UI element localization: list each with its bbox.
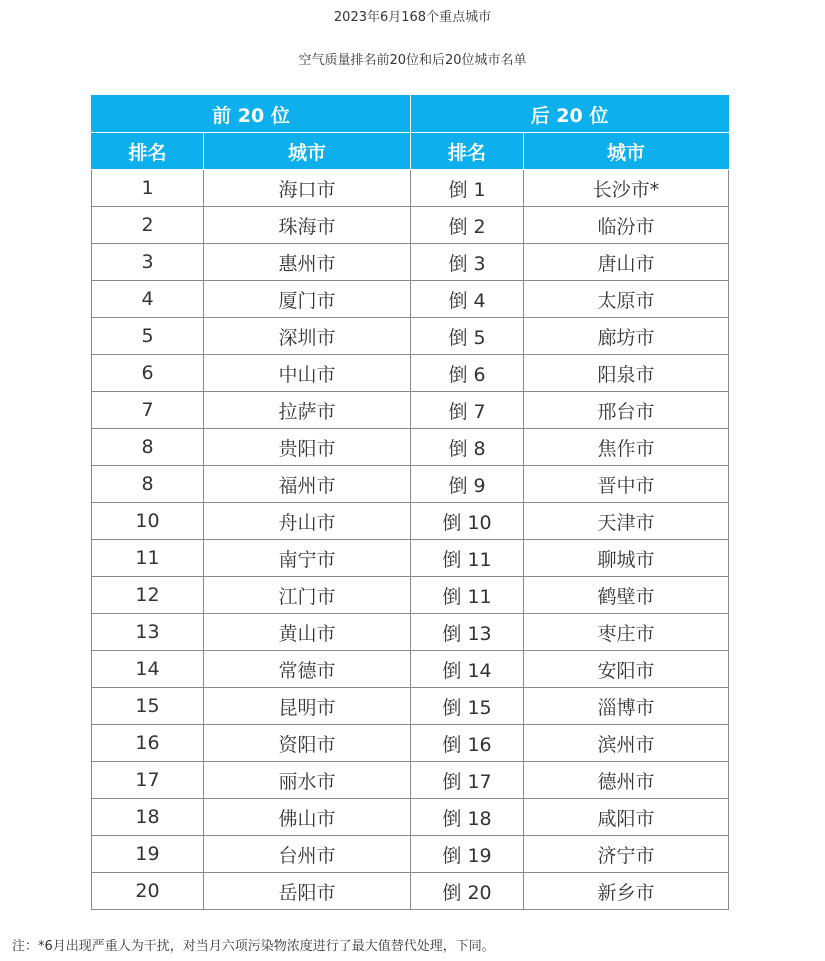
city-cell: 咸阳市 — [524, 799, 729, 836]
reverse-rank-cell: 倒 3 — [411, 244, 524, 281]
city-cell: 滨州市 — [524, 725, 729, 762]
reverse-rank-cell: 倒 20 — [411, 873, 524, 910]
table-row — [92, 503, 729, 540]
city-cell: 廊坊市 — [524, 318, 729, 355]
reverse-rank-cell: 倒 6 — [411, 355, 524, 392]
rank-cell: 10 — [92, 503, 204, 540]
column-header-rank: 排名 — [411, 133, 524, 170]
rank-cell: 8 — [92, 466, 204, 503]
rank-cell: 7 — [92, 392, 204, 429]
table-row — [92, 244, 729, 281]
city-cell: 淄博市 — [524, 688, 729, 725]
reverse-rank-cell: 倒 16 — [411, 725, 524, 762]
city-cell: 台州市 — [204, 836, 411, 873]
table-row — [92, 466, 729, 503]
reverse-rank-cell: 倒 4 — [411, 281, 524, 318]
city-cell: 黄山市 — [204, 614, 411, 651]
city-cell: 阳泉市 — [524, 355, 729, 392]
group-header-row — [92, 96, 729, 133]
table-row — [92, 577, 729, 614]
table-row — [92, 540, 729, 577]
table-row — [92, 836, 729, 873]
city-cell: 天津市 — [524, 503, 729, 540]
reverse-rank-cell: 倒 7 — [411, 392, 524, 429]
table-row — [92, 651, 729, 688]
city-cell: 新乡市 — [524, 873, 729, 910]
city-cell: 海口市 — [204, 170, 411, 207]
table-header — [92, 96, 729, 170]
city-cell: 临汾市 — [524, 207, 729, 244]
column-header-city: 城市 — [204, 133, 411, 170]
city-cell: 岳阳市 — [204, 873, 411, 910]
rank-cell: 17 — [92, 762, 204, 799]
table-row — [92, 762, 729, 799]
city-cell: 丽水市 — [204, 762, 411, 799]
group-header-top20: 前 20 位 — [92, 96, 411, 133]
city-cell: 晋中市 — [524, 466, 729, 503]
table-row — [92, 614, 729, 651]
ranking-table — [91, 95, 729, 910]
table-row — [92, 170, 729, 207]
table-row — [92, 392, 729, 429]
reverse-rank-cell: 倒 17 — [411, 762, 524, 799]
column-header-city: 城市 — [524, 133, 729, 170]
rank-cell: 15 — [92, 688, 204, 725]
reverse-rank-cell: 倒 10 — [411, 503, 524, 540]
city-cell: 惠州市 — [204, 244, 411, 281]
table-row — [92, 799, 729, 836]
reverse-rank-cell: 倒 14 — [411, 651, 524, 688]
city-cell: 唐山市 — [524, 244, 729, 281]
footnote: 注：*6月出现严重人为干扰，对当月六项污染物浓度进行了最大值替代处理，下同。 — [12, 939, 495, 954]
table-body — [92, 170, 729, 910]
city-cell: 拉萨市 — [204, 392, 411, 429]
rank-cell: 5 — [92, 318, 204, 355]
city-cell: 深圳市 — [204, 318, 411, 355]
table-row — [92, 688, 729, 725]
city-cell: 厦门市 — [204, 281, 411, 318]
reverse-rank-cell: 倒 2 — [411, 207, 524, 244]
rank-cell: 4 — [92, 281, 204, 318]
table-row — [92, 281, 729, 318]
table-row — [92, 429, 729, 466]
rank-cell: 20 — [92, 873, 204, 910]
city-cell: 枣庄市 — [524, 614, 729, 651]
city-cell: 珠海市 — [204, 207, 411, 244]
table-row — [92, 873, 729, 910]
rank-cell: 2 — [92, 207, 204, 244]
reverse-rank-cell: 倒 18 — [411, 799, 524, 836]
rank-cell: 3 — [92, 244, 204, 281]
rank-cell: 6 — [92, 355, 204, 392]
reverse-rank-cell: 倒 11 — [411, 577, 524, 614]
column-header-row — [92, 133, 729, 170]
rank-cell: 16 — [92, 725, 204, 762]
reverse-rank-cell: 倒 1 — [411, 170, 524, 207]
group-header-bottom20: 后 20 位 — [411, 96, 729, 133]
city-cell: 济宁市 — [524, 836, 729, 873]
city-cell: 鹤壁市 — [524, 577, 729, 614]
city-cell: 资阳市 — [204, 725, 411, 762]
city-cell: 昆明市 — [204, 688, 411, 725]
city-cell: 常德市 — [204, 651, 411, 688]
reverse-rank-cell: 倒 8 — [411, 429, 524, 466]
city-cell: 舟山市 — [204, 503, 411, 540]
reverse-rank-cell: 倒 11 — [411, 540, 524, 577]
rank-cell: 14 — [92, 651, 204, 688]
city-cell: 贵阳市 — [204, 429, 411, 466]
city-cell: 太原市 — [524, 281, 729, 318]
reverse-rank-cell: 倒 13 — [411, 614, 524, 651]
city-cell: 德州市 — [524, 762, 729, 799]
table-row — [92, 725, 729, 762]
city-cell: 邢台市 — [524, 392, 729, 429]
city-cell: 中山市 — [204, 355, 411, 392]
rank-cell: 18 — [92, 799, 204, 836]
city-cell: 安阳市 — [524, 651, 729, 688]
city-cell: 南宁市 — [204, 540, 411, 577]
reverse-rank-cell: 倒 19 — [411, 836, 524, 873]
page-title: 2023年6月168个重点城市 — [333, 10, 492, 25]
city-cell: 焦作市 — [524, 429, 729, 466]
column-header-rank: 排名 — [92, 133, 204, 170]
city-cell: 长沙市* — [524, 170, 729, 207]
rank-cell: 13 — [92, 614, 204, 651]
rank-cell: 19 — [92, 836, 204, 873]
city-cell: 福州市 — [204, 466, 411, 503]
reverse-rank-cell: 倒 9 — [411, 466, 524, 503]
rank-cell: 1 — [92, 170, 204, 207]
page-subtitle: 空气质量排名前20位和后20位城市名单 — [298, 53, 527, 68]
rank-cell: 12 — [92, 577, 204, 614]
rank-cell: 11 — [92, 540, 204, 577]
reverse-rank-cell: 倒 5 — [411, 318, 524, 355]
reverse-rank-cell: 倒 15 — [411, 688, 524, 725]
city-cell: 江门市 — [204, 577, 411, 614]
table-row — [92, 355, 729, 392]
table-row — [92, 318, 729, 355]
rank-cell: 8 — [92, 429, 204, 466]
city-cell: 聊城市 — [524, 540, 729, 577]
table-row — [92, 207, 729, 244]
city-cell: 佛山市 — [204, 799, 411, 836]
